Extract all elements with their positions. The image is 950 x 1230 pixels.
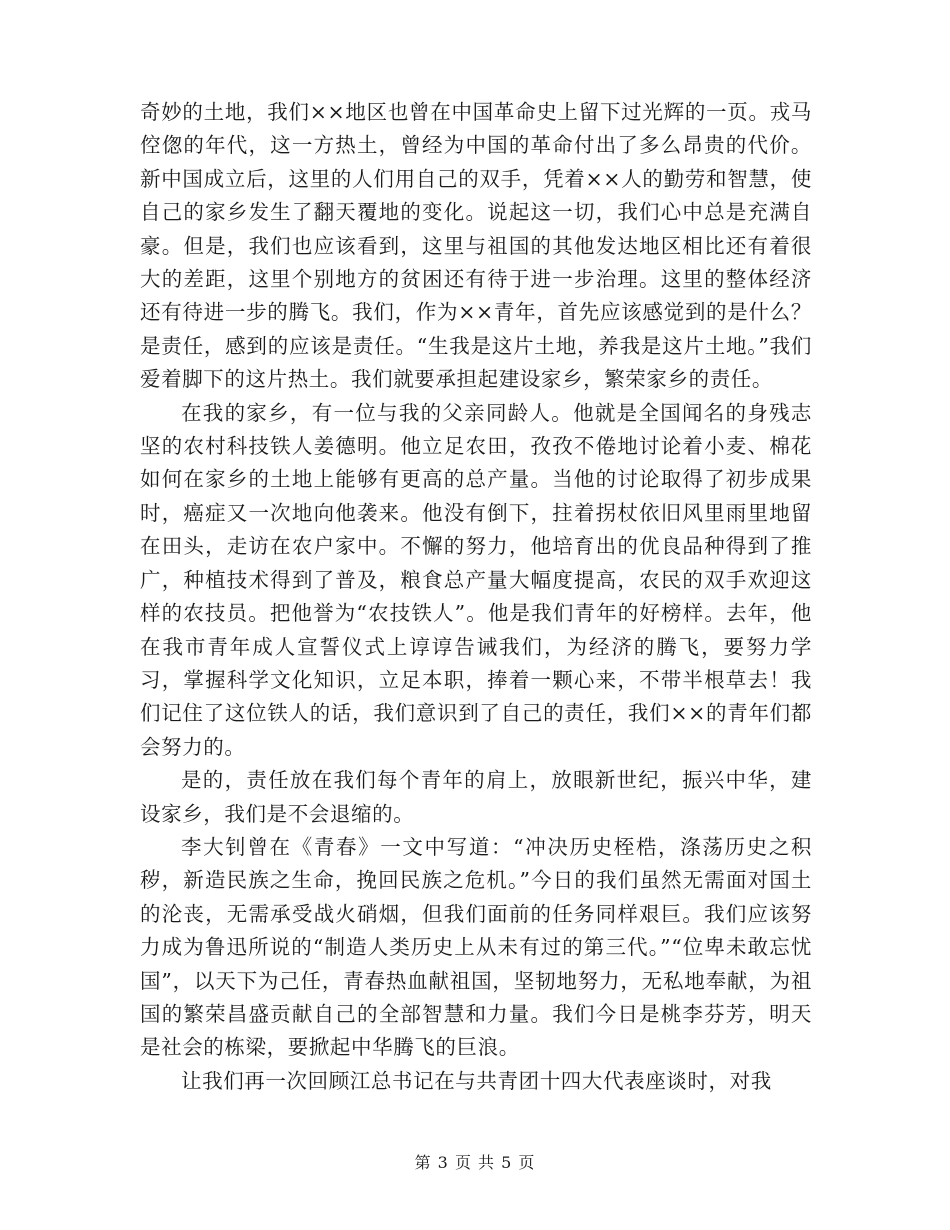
paragraph-2: 在我的家乡，有一位与我的父亲同龄人。他就是全国闻名的身残志坚的农村科技铁人姜德明。他立足农田，孜孜不倦地讨论着小麦、棉花如何在家乡的土地上能够有更高的总产量。当他的讨论取得了初步成果时，癌症又一次地向他袭来。他没有倒下，拄着拐杖依旧风里雨里地留在田头，走访在农户家中。不懈的努力，他培育出的优良品种得到了推广，种植技术得到了普及，粮食总产量大幅度提高，农民的双手欢迎这样的农技员。把他誉为“农技铁人”。他是我们青年的好榜样。去年，他在我市青年成人宣誓仪式上谆谆告诫我们，为经济的腾飞，要努力学习，掌握科学文化知识，立足本职，捧着一颗心来，不带半根草去！我们记住了这位铁人的话，我们意识到了自己的责任，我们××的青年们都会努力的。 [140, 400, 812, 759]
document-body [140, 96, 812, 1098]
paragraph-4: 李大钊曾在《青春》一文中写道：“冲决历史桎梏，涤荡历史之积秽，新造民族之生命，挽回民族之危机。”今日的我们虽然无需面对国土的沦丧，无需承受战火硝烟，但我们面前的任务同样艰巨。我们应该努力成为鲁迅所说的“制造人类历史上从未有过的第三代。”“位卑未敢忘忧国”，以天下为己任，青春热血献祖国，坚韧地努力，无私地奉献，为祖国的繁荣昌盛贡献自己的全部智慧和力量。我们今日是桃李芬芳，明天是社会的栋梁，要掀起中华腾飞的巨浪。 [140, 834, 812, 1060]
paragraph-3: 是的，责任放在我们每个青年的肩上，放眼新世纪，振兴中华，建设家乡，我们是不会退缩的。 [140, 768, 812, 826]
page-number-footer: 第 3 页 共 5 页 [414, 1153, 536, 1172]
paragraph-5: 让我们再一次回顾江总书记在与共青团十四大代表座谈时，对我 [181, 1068, 772, 1093]
paragraph-1: 奇妙的土地，我们××地区也曾在中国革命史上留下过光辉的一页。戎马倥偬的年代，这一方热土，曾经为中国的革命付出了多么昂贵的代价。新中国成立后，这里的人们用自己的双手，凭着××人的勤劳和智慧，使自己的家乡发生了翻天覆地的变化。说起这一切，我们心中总是充满自豪。但是，我们也应该看到，这里与祖国的其他发达地区相比还有着很大的差距，这里个别地方的贫困还有待于进一步治理。这里的整体经济还有待进一步的腾飞。我们，作为××青年，首先应该感觉到的是什么？是责任，感到的应该是责任。“生我是这片土地，养我是这片土地。”我们爱着脚下的这片热土。我们就要承担起建设家乡，繁荣家乡的责任。 [140, 100, 812, 392]
